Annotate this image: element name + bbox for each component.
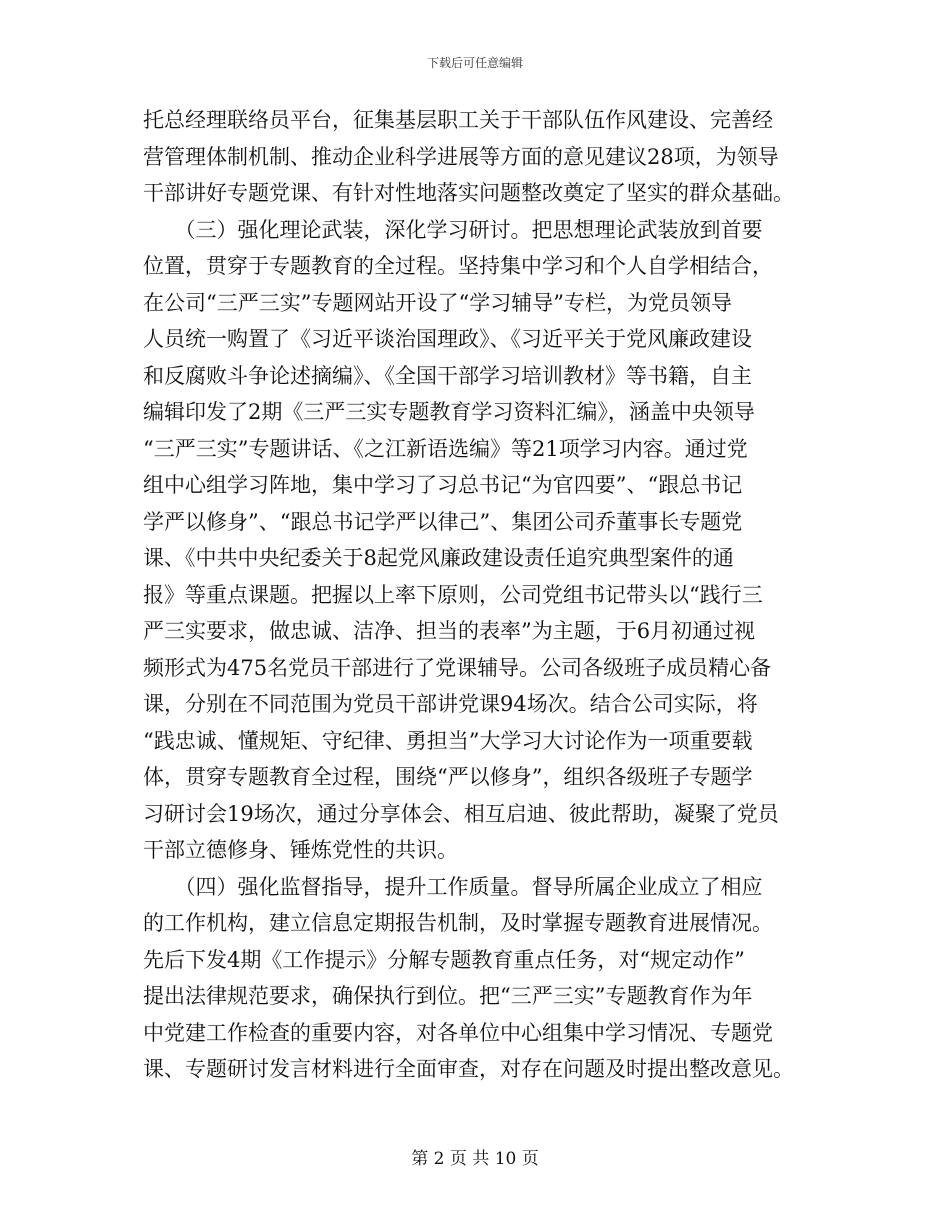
text-line: （四）强化监督指导，提升工作质量。督导所属企业成立了相应: [143, 874, 763, 899]
text-line: 在公司“三严三实”专题网站开设了“学习辅导”专栏，为党员领导: [143, 290, 732, 315]
text-line: 报》等重点课题。把握以上率下原则，公司党组书记带头以“践行三: [143, 582, 763, 607]
text-line: 体，贯穿专题教育全过程，围绕“严以修身”，组织各级班子专题学: [143, 765, 753, 789]
text-line: 干部立德修身、锤炼党性的共识。: [143, 838, 458, 862]
document-body: [143, 102, 808, 1088]
text-line: 严三实要求，做忠诚、洁净、担当的表率”为主题，于6月初通过视: [143, 619, 756, 643]
text-line: 干部讲好专题党课、有针对性地落实问题整改奠定了坚实的群众基础。: [143, 181, 794, 205]
text-line: “践忠诚、懂规矩、守纪律、勇担当”大学习大讨论作为一项重要载: [143, 728, 753, 753]
text-line: 和反腐败斗争论述摘编》、《全国干部学习培训教材》等书籍，自主: [143, 363, 752, 388]
text-line: 课，分别在不同范围为党员干部讲党课94场次。结合公司实际，将: [143, 692, 758, 716]
text-line: 人员统一购置了《习近平谈治国理政》、《习近平关于党风廉政建设: [143, 327, 752, 351]
text-line: 的工作机构，建立信息定期报告机制，及时掌握专题教育进展情况。: [143, 911, 773, 935]
text-line: 习研讨会19场次，通过分享体会、相互启迪、彼此帮助，凝聚了党员: [143, 801, 779, 826]
page-footer: [0, 1148, 950, 1170]
text-line: 营管理体制机制、推动企业科学进展等方面的意见建议28项，为领导: [143, 144, 779, 169]
text-line: 提出法律规范要求，确保执行到位。把“三严三实”专题教育作为年: [143, 984, 753, 1008]
text-line: 频形式为475名党员干部进行了党课辅导。公司各级班子成员精心备: [143, 655, 772, 680]
text-line: 先后下发4期《工作提示》分解专题教育重点任务，对“规定动作”: [143, 947, 745, 972]
page-number: 第 2 页 共 10 页: [411, 1149, 539, 1169]
header-note: 下载后可任意编辑: [426, 56, 523, 70]
text-line: 课、专题研讨发言材料进行全面审查，对存在问题及时提出整改意见。: [143, 1057, 794, 1081]
text-line: 组中心组学习阵地，集中学习了习总书记“为官四要”、“跟总书记: [143, 473, 743, 497]
text-line: 编辑印发了2期《三严三实专题教育学习资料汇编》，涵盖中央领导: [143, 400, 755, 424]
text-line: （三）强化理论武装，深化学习研讨。把思想理论武装放到首要: [143, 217, 763, 242]
text-line: 中党建工作检查的重要内容，对各单位中心组集中学习情况、专题党: [143, 1020, 773, 1045]
text-line: 学严以修身”、“跟总书记学严以律己”、集团公司乔董事长专题党: [143, 509, 743, 534]
text-line: 课、《中共中央纪委关于8起党风廉政建设责任追究典型案件的通: [143, 546, 734, 570]
text-line: 托总经理联络员平台，征集基层职工关于干部队伍作风建设、完善经: [143, 108, 773, 132]
page-header: [0, 55, 950, 71]
text-line: 位置，贯穿于专题教育的全过程。坚持集中学习和个人自学相结合，: [143, 254, 773, 278]
text-line: “三严三实”专题讲话、《之江新语选编》等21项学习内容。通过党: [143, 436, 748, 461]
